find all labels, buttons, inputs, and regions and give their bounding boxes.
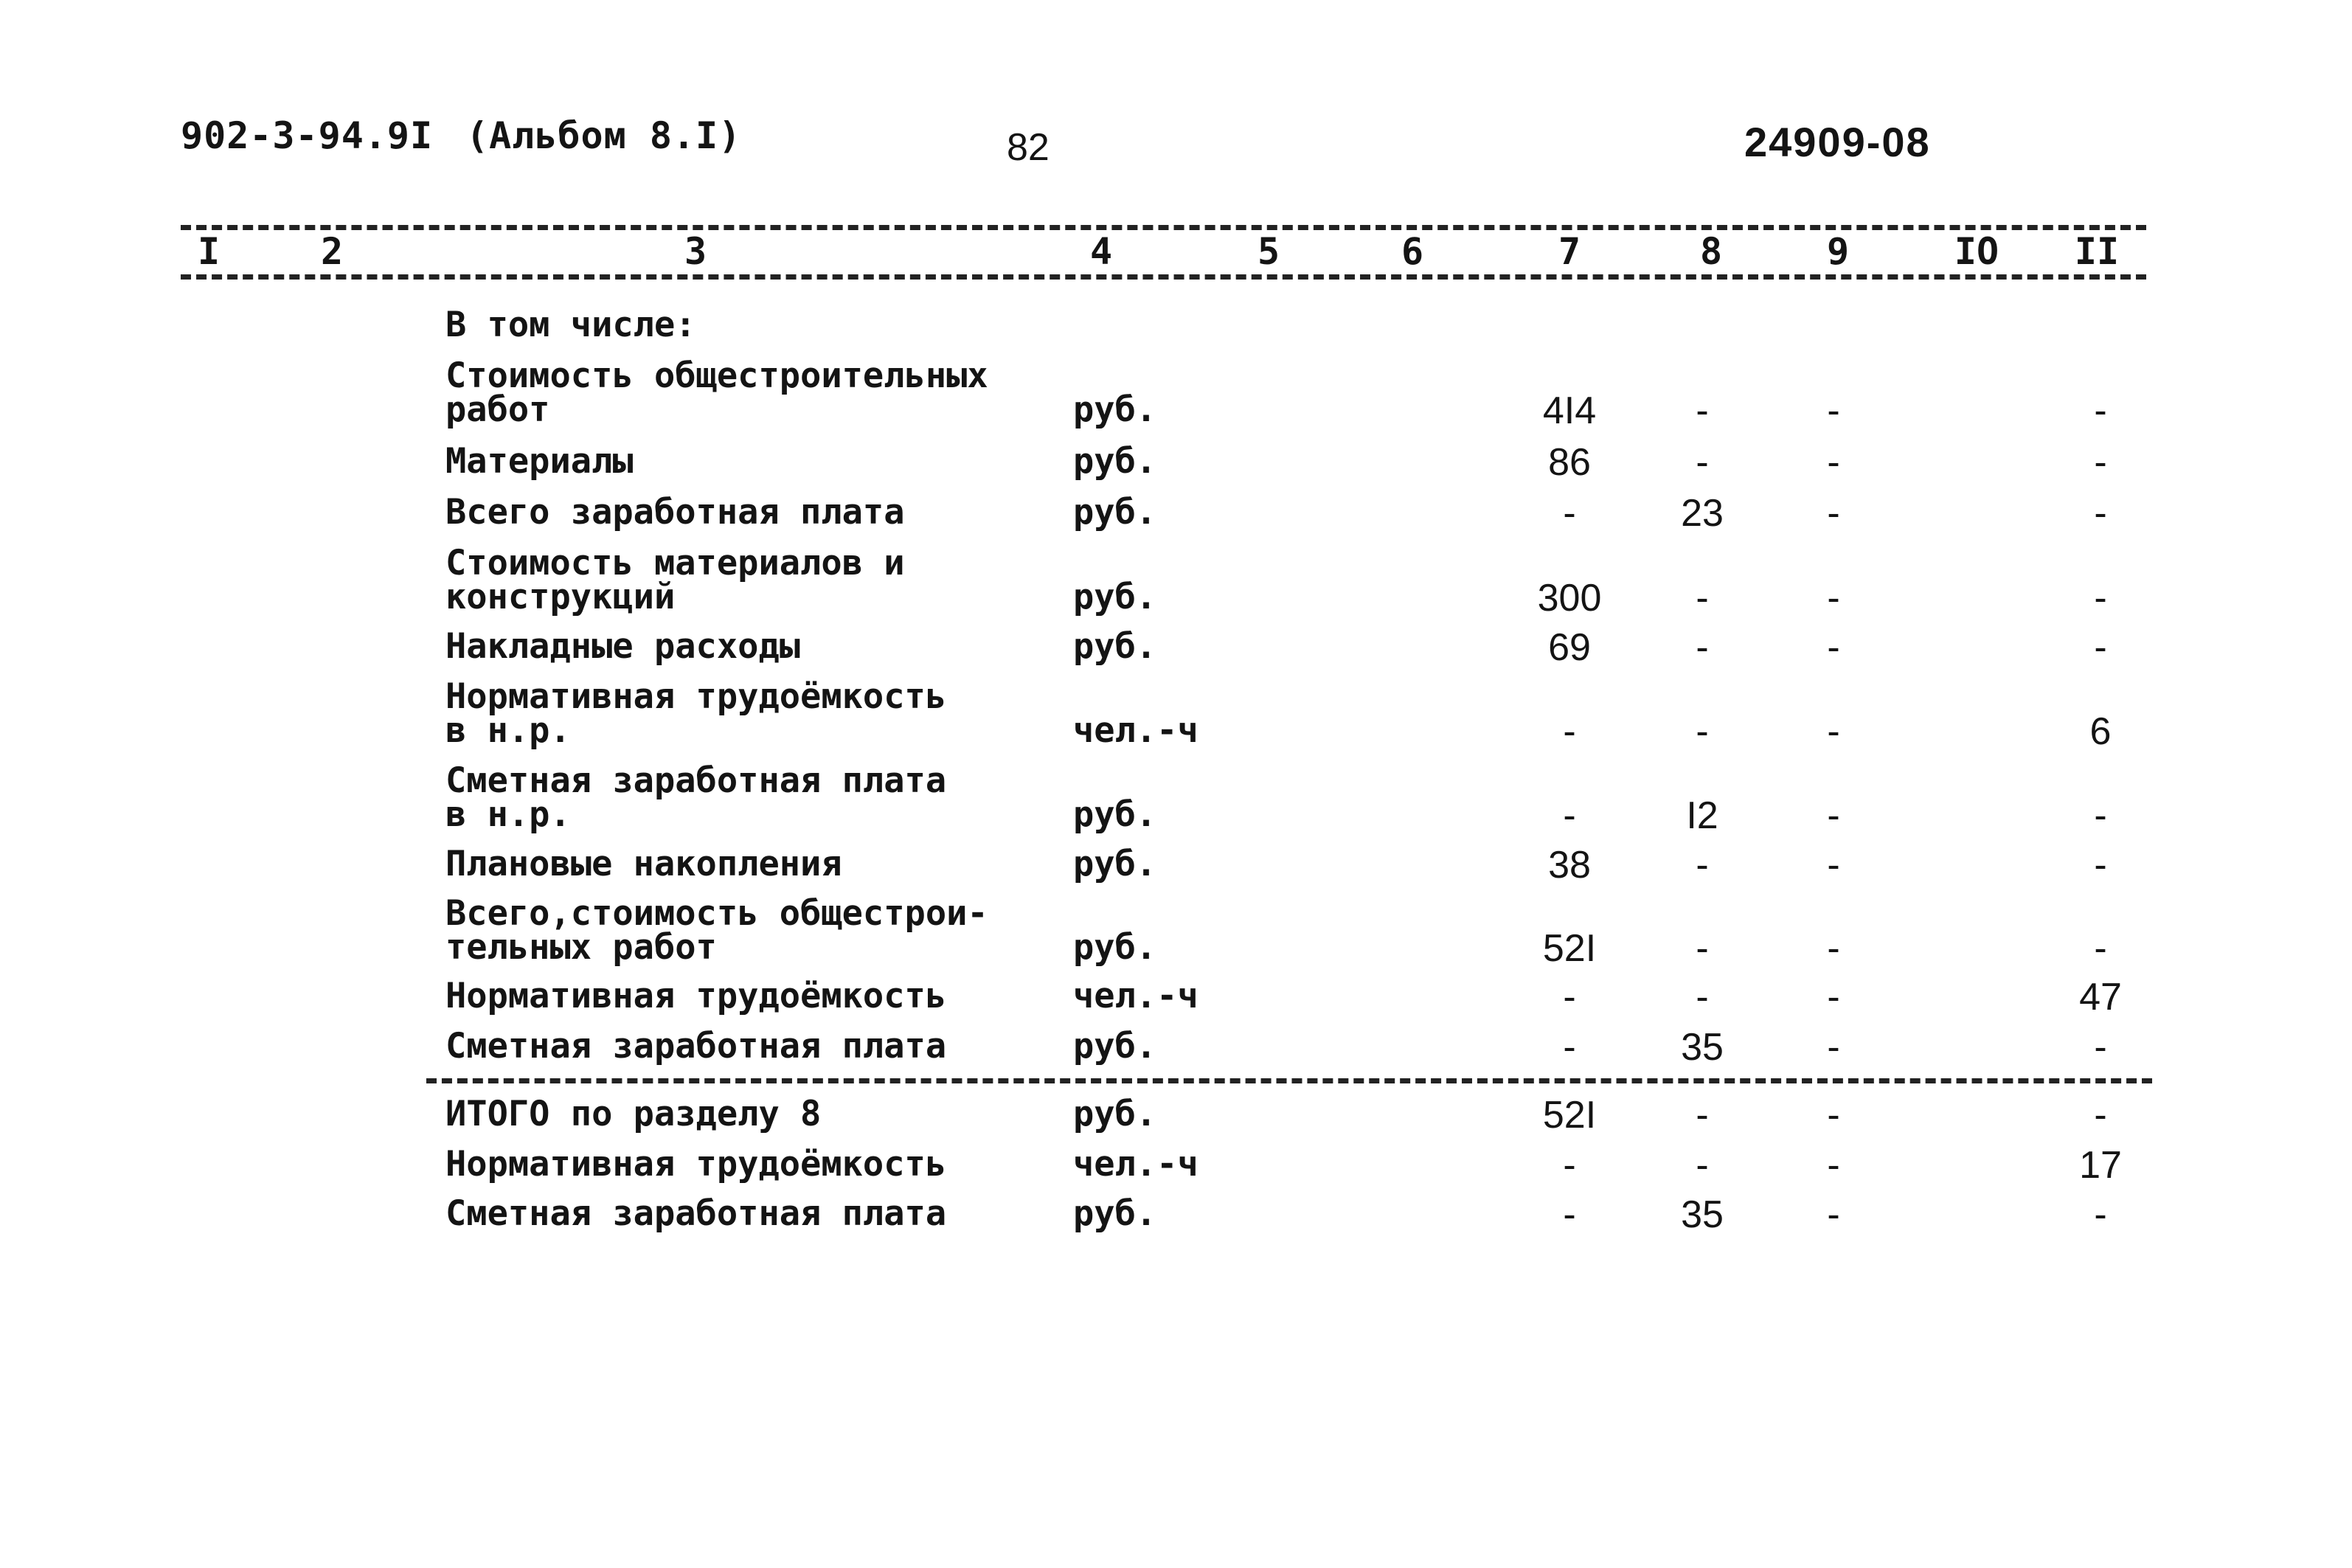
cell-col-8: 35: [1681, 1193, 1724, 1236]
cell-col-11: -: [2094, 844, 2107, 887]
table-header-rule: [181, 274, 2146, 280]
table-top-rule: [181, 225, 2146, 230]
page-number: 82: [1007, 126, 1050, 169]
cell-col-7: 4I4: [1542, 389, 1597, 432]
row-unit: чел.-ч: [1073, 976, 1198, 1016]
row-label: Сметная заработная плата: [445, 1193, 947, 1234]
totals-rule: [426, 1078, 2152, 1083]
cell-col-11: -: [2094, 794, 2107, 837]
row-label: Сметная заработная плата: [445, 760, 947, 801]
cell-col-11: -: [2094, 1026, 2107, 1069]
row-unit: чел.-ч: [1073, 710, 1198, 751]
cell-col-9: -: [1827, 1026, 1840, 1069]
row-label: Всего заработная плата: [445, 492, 905, 533]
cell-col-11: -: [2094, 927, 2107, 970]
cell-col-9: -: [1827, 492, 1840, 535]
cell-col-8: -: [1696, 710, 1709, 753]
cell-col-8: 23: [1681, 492, 1724, 535]
row-label: Нормативная трудоёмкость: [445, 676, 947, 717]
cell-col-7: 86: [1548, 441, 1591, 484]
cell-col-8: -: [1696, 976, 1709, 1019]
column-number: 2: [320, 230, 344, 273]
cell-col-7: -: [1563, 1026, 1576, 1069]
cell-col-7: -: [1563, 1193, 1576, 1236]
cell-col-8: -: [1696, 927, 1709, 970]
cell-col-11: -: [2094, 441, 2107, 484]
section-intro: В том числе:: [445, 305, 696, 345]
row-label: Накладные расходы: [445, 626, 801, 667]
document-code: 902-3-94.9I: [181, 114, 434, 157]
row-label-continuation: в н.р.: [445, 710, 571, 751]
row-label: Сметная заработная плата: [445, 1026, 947, 1066]
row-label: Материалы: [445, 441, 634, 482]
cell-col-9: -: [1827, 844, 1840, 887]
cell-col-8: I2: [1686, 794, 1718, 837]
cell-col-9: -: [1827, 441, 1840, 484]
row-label: Нормативная трудоёмкость: [445, 1144, 947, 1184]
column-number: 3: [684, 230, 707, 273]
row-label-continuation: в н.р.: [445, 794, 571, 835]
row-unit: руб.: [1073, 577, 1157, 617]
row-unit: руб.: [1073, 794, 1157, 835]
row-label: Всего,стоимость общестрои-: [445, 893, 988, 934]
cell-col-11: -: [2094, 492, 2107, 535]
cell-col-9: -: [1827, 626, 1840, 669]
album-label: (Альбом 8.I): [466, 114, 742, 157]
row-unit: руб.: [1073, 441, 1157, 482]
row-label-continuation: тельных работ: [445, 927, 717, 968]
cell-col-9: -: [1827, 1144, 1840, 1187]
row-label: ИТОГО по разделу 8: [445, 1094, 822, 1134]
row-unit: руб.: [1073, 492, 1157, 533]
cell-col-11: 17: [2079, 1144, 2122, 1187]
cell-col-7: 300: [1537, 577, 1602, 620]
cell-col-7: 38: [1548, 844, 1591, 887]
cell-col-7: -: [1563, 710, 1576, 753]
cell-col-9: -: [1827, 794, 1840, 837]
row-label: Стоимость материалов и: [445, 543, 905, 583]
cell-col-9: -: [1827, 927, 1840, 970]
row-unit: руб.: [1073, 389, 1157, 430]
row-unit: руб.: [1073, 626, 1157, 667]
column-number: 7: [1558, 230, 1581, 273]
row-label-continuation: конструкций: [445, 577, 676, 617]
cell-col-9: -: [1827, 1094, 1840, 1137]
column-number: I: [197, 230, 221, 273]
cell-col-7: 52I: [1542, 927, 1597, 970]
column-number: 6: [1401, 230, 1424, 273]
cell-col-11: -: [2094, 389, 2107, 432]
cell-col-9: -: [1827, 577, 1840, 620]
row-label: Плановые накопления: [445, 844, 842, 884]
column-number: IO: [1954, 230, 1999, 273]
cell-col-7: -: [1563, 492, 1576, 535]
cell-col-8: -: [1696, 626, 1709, 669]
cell-col-11: 47: [2079, 976, 2122, 1019]
cell-col-7: -: [1563, 1144, 1576, 1187]
cell-col-8: -: [1696, 577, 1709, 620]
cell-col-7: -: [1563, 794, 1576, 837]
row-unit: руб.: [1073, 1094, 1157, 1134]
row-unit: руб.: [1073, 1026, 1157, 1066]
cell-col-9: -: [1827, 389, 1840, 432]
row-unit: чел.-ч: [1073, 1144, 1198, 1184]
cell-col-7: 52I: [1542, 1094, 1597, 1137]
column-number: 5: [1257, 230, 1280, 273]
cell-col-9: -: [1827, 1193, 1840, 1236]
column-number: 4: [1089, 230, 1113, 273]
row-label: Стоимость общестроительных: [445, 355, 988, 396]
cell-col-8: -: [1696, 441, 1709, 484]
row-unit: руб.: [1073, 844, 1157, 884]
cell-col-8: -: [1696, 389, 1709, 432]
cell-col-11: -: [2094, 577, 2107, 620]
row-unit: руб.: [1073, 927, 1157, 968]
cell-col-11: -: [2094, 626, 2107, 669]
cell-col-8: -: [1696, 1094, 1709, 1137]
cell-col-8: -: [1696, 844, 1709, 887]
document-number: 24909-08: [1744, 119, 1931, 165]
cell-col-11: -: [2094, 1193, 2107, 1236]
row-unit: руб.: [1073, 1193, 1157, 1234]
cell-col-7: 69: [1548, 626, 1591, 669]
cell-col-8: -: [1696, 1144, 1709, 1187]
cell-col-8: 35: [1681, 1026, 1724, 1069]
row-label-continuation: работ: [445, 389, 550, 430]
cell-col-9: -: [1827, 710, 1840, 753]
column-number: II: [2074, 230, 2120, 273]
cell-col-7: -: [1563, 976, 1576, 1019]
row-label: Нормативная трудоёмкость: [445, 976, 947, 1016]
column-number: 8: [1699, 230, 1723, 273]
cell-col-11: -: [2094, 1094, 2107, 1137]
column-number: 9: [1826, 230, 1850, 273]
cell-col-9: -: [1827, 976, 1840, 1019]
cell-col-11: 6: [2089, 710, 2112, 753]
